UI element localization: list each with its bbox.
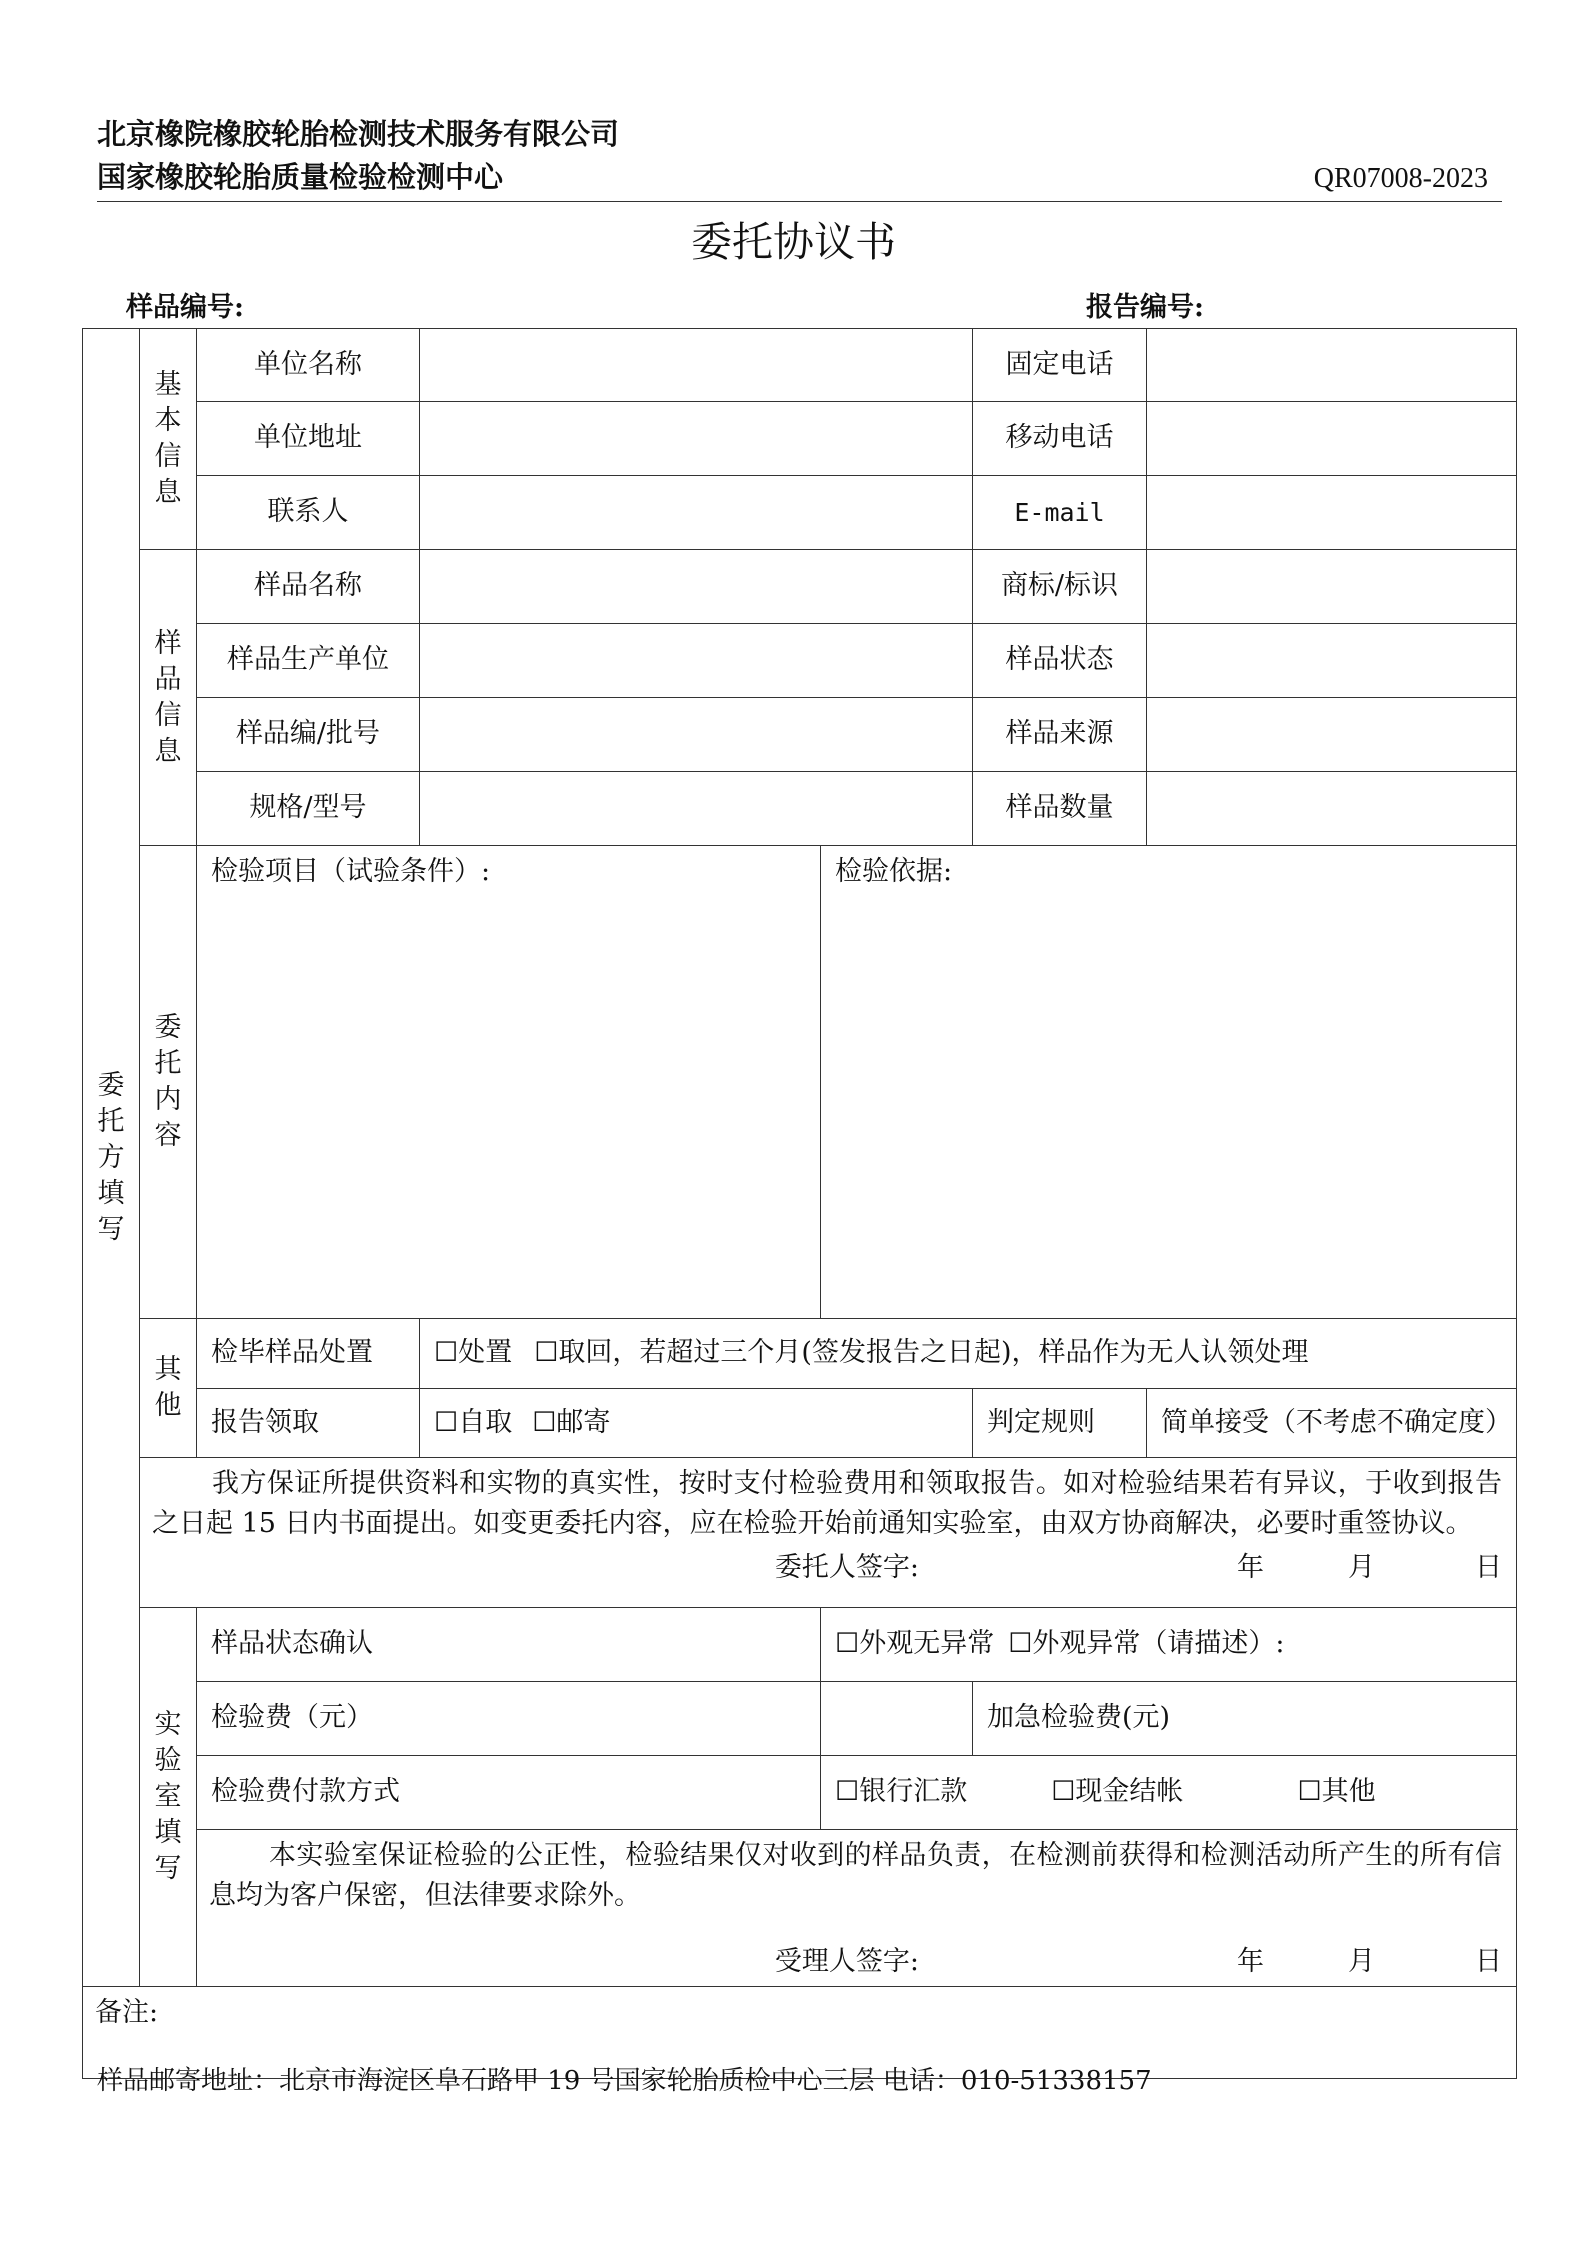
payment-option-other[interactable]: ☐其他 (1297, 1776, 1376, 1808)
decision-rule-label: 判定规则 (973, 1389, 1147, 1458)
status-confirm-label: 样品状态确认 (197, 1608, 821, 1682)
sample-name-field[interactable] (420, 550, 973, 624)
report-option-self[interactable]: ☐自取 (434, 1406, 513, 1438)
client-signature-line (152, 1544, 1502, 1588)
test-basis-area[interactable] (821, 846, 1517, 1319)
content-label: 委 托 内 容 (140, 846, 197, 1319)
agreement-form (82, 328, 1517, 2079)
unit-address-field[interactable] (420, 402, 973, 476)
disposal-label: 检毕样品处置 (197, 1319, 420, 1389)
unit-name-label: 单位名称 (197, 329, 420, 402)
remarks-cell[interactable] (83, 1987, 1517, 2079)
disposal-option-retrieve[interactable]: ☐取回，若超过三个月(签发报告之日起)，样品作为无人认领处理 (534, 1337, 1309, 1369)
client-sign-year: 年 (1237, 1552, 1264, 1583)
client-sign-day: 日 (1475, 1552, 1502, 1583)
sample-info-label: 样 品 信 息 (140, 550, 197, 846)
mobile-field[interactable] (1147, 402, 1517, 476)
client-section-label: 委 托 方 填 写 (83, 329, 140, 1987)
decision-rule-value: 简单接受（不考虑不确定度） (1147, 1389, 1517, 1458)
report-collect-options (420, 1389, 973, 1458)
batch-number-label: 样品编/批号 (197, 698, 420, 772)
spec-model-label: 规格/型号 (197, 772, 420, 846)
report-option-mail[interactable]: ☐邮寄 (532, 1406, 611, 1438)
status-option-normal[interactable]: ☐外观无异常 (835, 1628, 995, 1660)
center-name: 国家橡胶轮胎质量检验检测中心 (97, 160, 504, 194)
client-signature-label: 委托人签字: (774, 1552, 919, 1583)
payment-method-label: 检验费付款方式 (197, 1756, 821, 1830)
report-number-label: 报告编号: (1086, 292, 1204, 323)
sample-quantity-label: 样品数量 (973, 772, 1147, 846)
disposal-options (420, 1319, 1517, 1389)
client-statement-cell (140, 1458, 1517, 1608)
sample-source-label: 样品来源 (973, 698, 1147, 772)
manufacturer-label: 样品生产单位 (197, 624, 420, 698)
payment-option-cash[interactable]: ☐现金结帐 (1051, 1776, 1184, 1808)
lab-sign-day: 日 (1475, 1946, 1502, 1977)
client-statement: 我方保证所提供资料和实物的真实性，按时支付检验费用和领取报告。如对检验结果若有异议，于收到报告之日起 15 日内书面提出。如变更委托内容，应在检验开始前通知实验室，由双方协商解决，必要时重签协议。 (152, 1468, 1502, 1539)
test-fee-label: 检验费（元） (197, 1682, 821, 1756)
test-items-area[interactable] (197, 846, 821, 1319)
disposal-option-dispose[interactable]: ☐处置 (434, 1337, 513, 1369)
report-collect-label: 报告领取 (197, 1389, 420, 1458)
basic-info-label: 基 本 信 息 (140, 329, 197, 550)
trademark-field[interactable] (1147, 550, 1517, 624)
sample-name-label: 样品名称 (197, 550, 420, 624)
unit-name-field[interactable] (420, 329, 973, 402)
test-fee-field[interactable] (821, 1682, 973, 1756)
lab-signature-line (209, 1916, 1502, 1982)
lab-signature-label: 受理人签字: (774, 1946, 919, 1977)
lab-statement: 本实验室保证检验的公正性，检验结果仅对收到的样品负责，在检测前获得和检测活动所产生的所有信息均为客户保密，但法律要求除外。 (209, 1840, 1502, 1911)
sample-source-field[interactable] (1147, 698, 1517, 772)
batch-number-field[interactable] (420, 698, 973, 772)
lab-statement-cell (197, 1830, 1517, 1987)
payment-option-bank[interactable]: ☐银行汇款 (835, 1776, 968, 1808)
landline-label: 固定电话 (973, 329, 1147, 402)
email-field[interactable] (1147, 476, 1517, 550)
landline-field[interactable] (1147, 329, 1517, 402)
urgent-fee-label: 加急检验费(元) (973, 1682, 1517, 1756)
client-sign-month: 月 (1348, 1552, 1375, 1583)
sample-status-field[interactable] (1147, 624, 1517, 698)
page-title: 委托协议书 (691, 218, 896, 266)
manufacturer-field[interactable] (420, 624, 973, 698)
contact-field[interactable] (420, 476, 973, 550)
trademark-label: 商标/标识 (973, 550, 1147, 624)
lab-sign-month: 月 (1348, 1946, 1375, 1977)
mobile-label: 移动电话 (973, 402, 1147, 476)
sample-quantity-field[interactable] (1147, 772, 1517, 846)
sample-number-label: 样品编号: (126, 292, 244, 323)
other-label: 其 他 (140, 1319, 197, 1458)
lab-section-label: 实 验 室 填 写 (140, 1608, 197, 1987)
company-name: 北京橡院橡胶轮胎检测技术服务有限公司 (97, 117, 620, 151)
payment-options (821, 1756, 1517, 1830)
status-option-abnormal[interactable]: ☐外观异常（请描述）: (1008, 1628, 1285, 1660)
contact-label: 联系人 (197, 476, 420, 550)
test-basis-label: 检验依据: (835, 856, 953, 887)
email-label: E-mail (973, 476, 1147, 550)
unit-address-label: 单位地址 (197, 402, 420, 476)
sample-status-label: 样品状态 (973, 624, 1147, 698)
lab-sign-year: 年 (1237, 1946, 1264, 1977)
status-confirm-options (821, 1608, 1517, 1682)
mailing-address-footer: 样品邮寄地址：北京市海淀区阜石路甲 19 号国家轮胎质检中心三层 电话：010-51338157 (97, 2066, 1152, 2096)
header-divider (97, 201, 1502, 202)
spec-model-field[interactable] (420, 772, 973, 846)
test-items-label: 检验项目（试验条件）: (211, 856, 491, 887)
remarks-label: 备注: (95, 1997, 159, 2028)
form-code: QR07008-2023 (1313, 163, 1488, 194)
